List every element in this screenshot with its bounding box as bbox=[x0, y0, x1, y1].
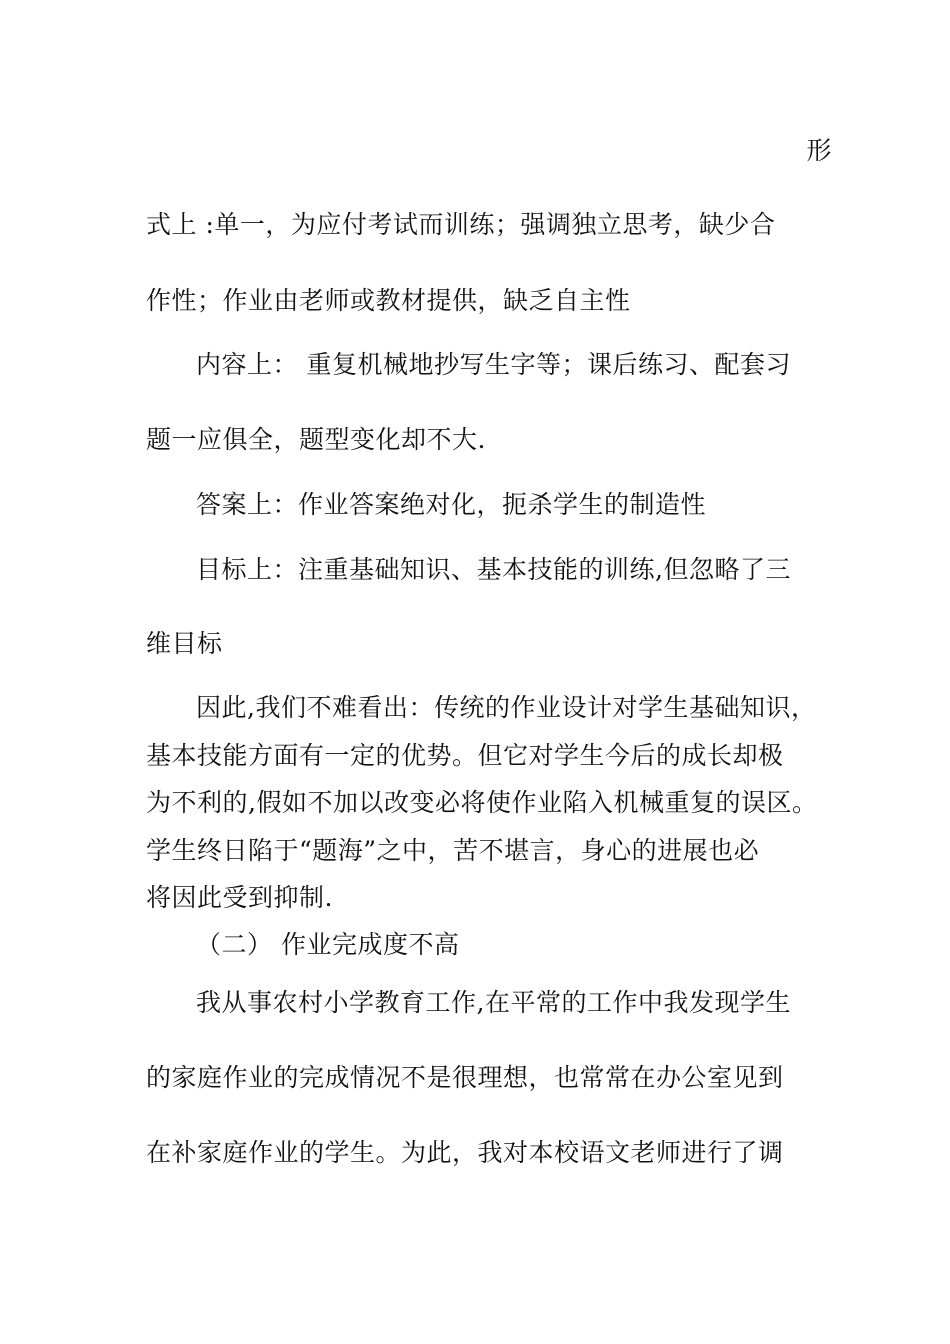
text-line: 式上 :单一，为应付考试而训练；强调独立思考，缺少合 bbox=[146, 210, 776, 239]
text-line: 我从事农村小学教育工作,在平常的工作中我发现学生 bbox=[196, 988, 791, 1017]
text-line: 基本技能方面有一定的优势。但它对学生今后的成长却极 bbox=[146, 741, 784, 770]
text-line: 的家庭作业的完成情况不是很理想，也常常在办公室见到 bbox=[146, 1063, 784, 1092]
text-line: 因此,我们不难看出：传统的作业设计对学生基础知识， bbox=[196, 693, 817, 722]
text-line: 为不利的,假如不加以改变必将使作业陷入机械重复的误区。 bbox=[146, 788, 818, 817]
text-line: 答案上：作业答案绝对化，扼杀学生的制造性 bbox=[196, 490, 707, 519]
text-line: 目标上：注重基础知识、基本技能的训练,但忽略了三 bbox=[196, 555, 791, 584]
section-heading: （二） 作业完成度不高 bbox=[196, 930, 460, 959]
text-line: 题一应俱全，题型变化却不大. bbox=[146, 425, 486, 454]
text-line: 内容上： 重复机械地抄写生字等；课后练习、配套习 bbox=[196, 350, 791, 379]
text-line: 形 bbox=[806, 136, 832, 165]
text-line: 作性；作业由老师或教材提供，缺乏自主性 bbox=[146, 286, 631, 315]
text-line: 维目标 bbox=[146, 629, 223, 658]
text-line: 将因此受到抑制. bbox=[146, 883, 333, 912]
text-line: 在补家庭作业的学生。为此，我对本校语文老师进行了调 bbox=[146, 1138, 784, 1167]
text-line: 学生终日陷于“题海”之中，苦不堪言，身心的进展也必 bbox=[146, 836, 760, 865]
